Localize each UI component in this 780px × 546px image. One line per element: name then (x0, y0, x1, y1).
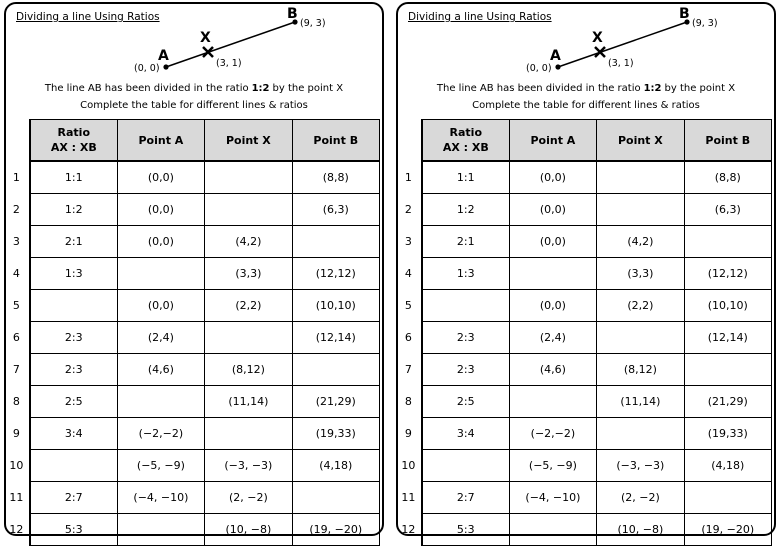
point-x-cell: (10, −8) (597, 514, 684, 546)
row-number: 12 (401, 523, 416, 536)
point-b-cell (684, 354, 771, 386)
point-b-cell: (10,10) (684, 290, 771, 322)
point-b-cell: (12,12) (684, 258, 771, 290)
point-a-cell: (0,0) (509, 161, 596, 194)
ratio-table (396, 119, 772, 546)
coord-a: (0, 0) (526, 63, 552, 74)
label-x: X (200, 30, 211, 46)
point-a-cell (117, 258, 204, 290)
table-row (4, 161, 380, 194)
ratio-cell: 2:5 (30, 386, 117, 418)
coord-b: (9, 3) (300, 18, 326, 29)
point-x-cell: (2, −2) (205, 482, 292, 514)
point-x-cell: (3,3) (597, 258, 684, 290)
table-row (4, 354, 380, 386)
description-prefix: The line AB has been divided in the ratio (44, 83, 249, 94)
ratio-header-line1: Ratio (449, 126, 483, 139)
ratio-cell: 1:2 (422, 194, 509, 226)
point-x-cell (597, 322, 684, 354)
point-x-cell (205, 418, 292, 450)
point-x-cell: (4,2) (205, 226, 292, 258)
point-b-cell: (21,29) (684, 386, 771, 418)
point-b-cell (292, 354, 379, 386)
point-b-cell: (19, −20) (684, 514, 771, 546)
row-number: 3 (12, 235, 20, 248)
row-number: 6 (12, 331, 20, 344)
ratio-cell: 5:3 (30, 514, 117, 546)
point-x-header: Point X (205, 120, 292, 162)
description-ratio: 1:2 (251, 83, 270, 94)
point-b-cell: (19, −20) (292, 514, 379, 546)
point-a-cell: (−2,−2) (117, 418, 204, 450)
row-number: 2 (12, 203, 20, 216)
table-row (4, 322, 380, 354)
point-a-cell: (4,6) (509, 354, 596, 386)
ratio-header (30, 120, 117, 162)
ratio-cell: 2:3 (30, 354, 117, 386)
table-row (396, 354, 772, 386)
row-number: 9 (12, 427, 20, 440)
table-row (396, 290, 772, 322)
coord-x: (3, 1) (608, 58, 634, 69)
ratio-cell: 1:1 (422, 161, 509, 194)
row-number-header (4, 120, 30, 162)
table-row (396, 161, 772, 194)
table-row (4, 226, 380, 258)
point-b-cell (292, 482, 379, 514)
description-line (6, 83, 382, 94)
row-number: 4 (12, 267, 20, 280)
row-number: 5 (404, 299, 412, 312)
ratio-cell: 2:1 (30, 226, 117, 258)
point-x-cell (205, 161, 292, 194)
point-x-cell (597, 194, 684, 226)
ratio-cell: 2:5 (422, 386, 509, 418)
point-b-cell: (4,18) (292, 450, 379, 482)
point-b-header: Point B (292, 120, 379, 162)
point-x-header: Point X (597, 120, 684, 162)
point-a-cell: (0,0) (117, 161, 204, 194)
point-a-cell: (0,0) (117, 226, 204, 258)
description-suffix: by the point X (664, 83, 736, 94)
point-a-cell: (−5, −9) (117, 450, 204, 482)
point-a-cell (509, 386, 596, 418)
point-a-cell (117, 514, 204, 546)
row-number: 10 (9, 459, 24, 472)
point-b-cell: (12,14) (684, 322, 771, 354)
ratio-cell (30, 450, 117, 482)
ratio-cell (422, 290, 509, 322)
point-b-cell: (10,10) (292, 290, 379, 322)
label-a: A (550, 48, 561, 64)
point-a-cell: (0,0) (509, 194, 596, 226)
ratio-cell (30, 290, 117, 322)
ratio-header (422, 120, 509, 162)
row-number: 5 (12, 299, 20, 312)
point-a-cell: (−5, −9) (509, 450, 596, 482)
table-row (396, 514, 772, 546)
line-diagram (6, 4, 382, 84)
point-x-cell: (2,2) (597, 290, 684, 322)
point-x-cell: (2,2) (205, 290, 292, 322)
table-row (4, 194, 380, 226)
description-ratio: 1:2 (643, 83, 662, 94)
ratio-cell: 1:3 (30, 258, 117, 290)
row-number: 11 (401, 491, 416, 504)
ratio-cell: 2:7 (30, 482, 117, 514)
label-x: X (592, 30, 603, 46)
ratio-cell: 2:1 (422, 226, 509, 258)
point-x-cell: (2, −2) (597, 482, 684, 514)
point-x-cell: (3,3) (205, 258, 292, 290)
ratio-cell (422, 450, 509, 482)
point-x-cross-icon (203, 47, 213, 57)
point-a-cell (117, 386, 204, 418)
point-x-cell: (−3, −3) (205, 450, 292, 482)
line-diagram (398, 4, 774, 84)
point-a-cell (509, 258, 596, 290)
table-row (396, 258, 772, 290)
table-row (4, 258, 380, 290)
row-number: 9 (404, 427, 412, 440)
row-number: 3 (404, 235, 412, 248)
point-a-cell: (−4, −10) (509, 482, 596, 514)
ratio-cell: 2:7 (422, 482, 509, 514)
coord-b: (9, 3) (692, 18, 718, 29)
ratio-cell: 5:3 (422, 514, 509, 546)
point-b-cell: (8,8) (684, 161, 771, 194)
point-a-cell: (2,4) (509, 322, 596, 354)
row-number: 6 (404, 331, 412, 344)
worksheet-card-right (396, 2, 776, 536)
point-b-cell: (12,12) (292, 258, 379, 290)
worksheet-title: Dividing a line Using Ratios (408, 11, 552, 23)
table-row (396, 482, 772, 514)
table-row (396, 226, 772, 258)
row-number: 1 (404, 170, 412, 184)
ratio-cell: 3:4 (422, 418, 509, 450)
row-number: 8 (12, 395, 20, 408)
coord-x: (3, 1) (216, 58, 242, 69)
row-number: 8 (404, 395, 412, 408)
point-x-cell: (−3, −3) (597, 450, 684, 482)
point-x-cross-icon (595, 47, 605, 57)
ratio-cell: 3:4 (30, 418, 117, 450)
row-number: 11 (9, 491, 24, 504)
label-b: B (679, 6, 690, 22)
description-line (398, 83, 774, 94)
point-a-cell: (0,0) (509, 226, 596, 258)
ratio-cell: 1:3 (422, 258, 509, 290)
coord-a: (0, 0) (134, 63, 160, 74)
point-b-cell: (4,18) (684, 450, 771, 482)
point-x-cell (597, 161, 684, 194)
point-x-cell: (4,2) (597, 226, 684, 258)
point-b-cell: (8,8) (292, 161, 379, 194)
ratio-header-line1: Ratio (57, 126, 91, 139)
table-row (4, 514, 380, 546)
table-header-row (396, 120, 772, 162)
point-x-cell: (11,14) (205, 386, 292, 418)
ratio-cell: 2:3 (30, 322, 117, 354)
row-number: 12 (9, 523, 24, 536)
row-number: 1 (12, 170, 20, 184)
table-header-row (4, 120, 380, 162)
ratio-cell: 2:3 (422, 354, 509, 386)
point-a-cell (509, 514, 596, 546)
ratio-table (4, 119, 380, 546)
table-row (4, 290, 380, 322)
ratio-header-line2: AX : XB (50, 141, 97, 154)
point-b-cell (292, 226, 379, 258)
point-b-cell: (21,29) (292, 386, 379, 418)
label-a: A (158, 48, 169, 64)
row-number: 7 (404, 363, 412, 376)
table-row (396, 450, 772, 482)
ratio-cell: 1:2 (30, 194, 117, 226)
instruction-line: Complete the table for different lines & ratios (80, 100, 308, 111)
point-a-header: Point A (117, 120, 204, 162)
point-a-cell: (2,4) (117, 322, 204, 354)
point-b-cell: (19,33) (684, 418, 771, 450)
row-number: 10 (401, 459, 416, 472)
point-b-cell: (6,3) (684, 194, 771, 226)
point-b-cell (684, 226, 771, 258)
table-row (396, 194, 772, 226)
point-a-cell: (4,6) (117, 354, 204, 386)
point-a-dot (163, 64, 168, 69)
row-number: 2 (404, 203, 412, 216)
point-a-cell: (−2,−2) (509, 418, 596, 450)
point-a-dot (555, 64, 560, 69)
row-number: 4 (404, 267, 412, 280)
label-b: B (287, 6, 298, 22)
point-x-cell (205, 322, 292, 354)
table-row (4, 450, 380, 482)
point-x-cell: (10, −8) (205, 514, 292, 546)
point-a-cell: (0,0) (117, 194, 204, 226)
row-number-header (396, 120, 422, 162)
ratio-cell: 1:1 (30, 161, 117, 194)
point-a-cell: (−4, −10) (117, 482, 204, 514)
row-number: 7 (12, 363, 20, 376)
table-row (396, 322, 772, 354)
table-row (396, 386, 772, 418)
point-b-header: Point B (684, 120, 771, 162)
point-b-cell: (6,3) (292, 194, 379, 226)
point-x-cell: (11,14) (597, 386, 684, 418)
point-a-cell: (0,0) (509, 290, 596, 322)
table-row (4, 418, 380, 450)
point-x-cell (597, 418, 684, 450)
point-a-header: Point A (509, 120, 596, 162)
instruction-line: Complete the table for different lines & ratios (472, 100, 700, 111)
table-row (396, 418, 772, 450)
worksheet-card-left (4, 2, 384, 536)
point-x-cell: (8,12) (205, 354, 292, 386)
point-b-cell: (19,33) (292, 418, 379, 450)
description-suffix: by the point X (272, 83, 344, 94)
point-b-cell (684, 482, 771, 514)
description-prefix: The line AB has been divided in the ratio (436, 83, 641, 94)
table-row (4, 386, 380, 418)
point-b-cell: (12,14) (292, 322, 379, 354)
ratio-cell: 2:3 (422, 322, 509, 354)
point-x-cell (205, 194, 292, 226)
point-a-cell: (0,0) (117, 290, 204, 322)
table-row (4, 482, 380, 514)
ratio-header-line2: AX : XB (442, 141, 489, 154)
worksheet-title: Dividing a line Using Ratios (16, 11, 160, 23)
point-x-cell: (8,12) (597, 354, 684, 386)
